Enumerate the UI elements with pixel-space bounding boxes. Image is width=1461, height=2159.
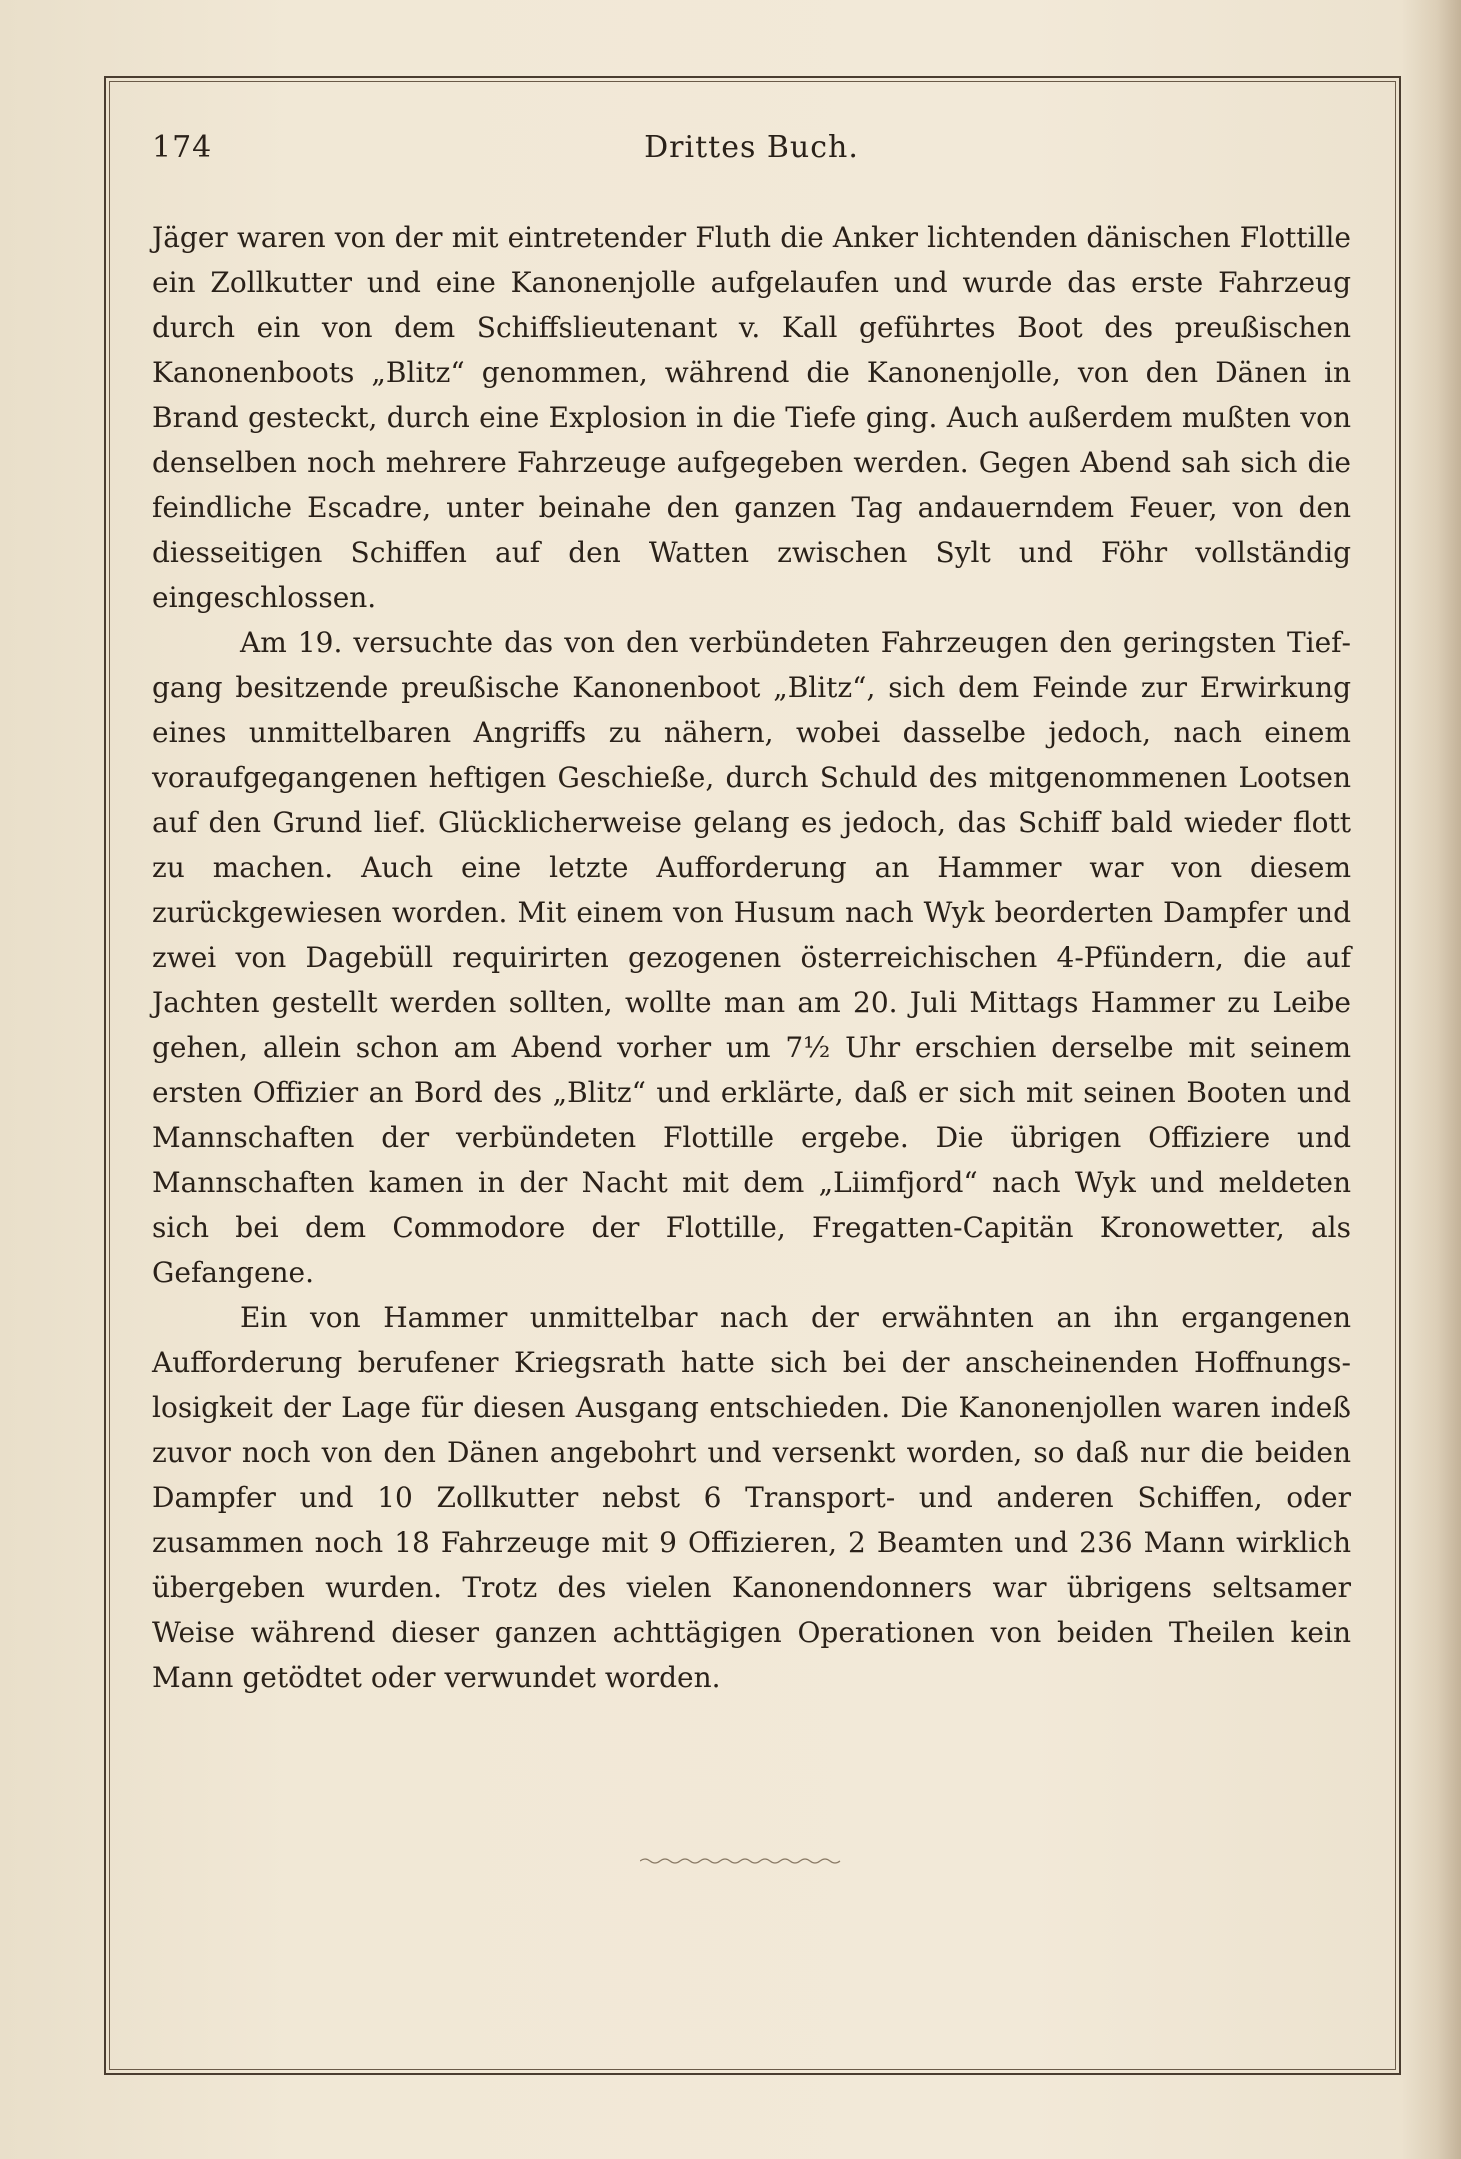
end-ornament <box>640 1855 845 1867</box>
page-number: 174 <box>152 130 213 165</box>
paragraph: Ein von Hammer unmittelbar nach der erwähnten an ihn ergangenen Aufforderung berufener Kriegsrath hatte sich bei der anscheinenden Hoffnungslosigkeit der Lage für diesen Ausgang entschieden. Die Kanonenjollen waren indeß zuvor noch von den Dänen angebohrt und versenkt worden, so daß nur die beiden Dampfer und 10 Zollkutter nebst 6 Transport- und anderen Schiffen, oder zusammen noch 18 Fahrzeuge mit 9 Offizieren, 2 Beamten und 236 Mann wirklich übergeben wurden. Trotz des vielen Kanonendonners war übrigens seltsamer Weise während dieser ganzen achttägigen Operationen von beiden Theilen kein Mann getödtet oder verwundet worden. <box>152 1301 1351 1694</box>
running-head <box>152 130 1351 170</box>
paragraph: Jäger waren von der mit eintretender Fluth die Anker lichtenden dänischen Flottille ein Zollkutter und eine Kanonenjolle aufgelaufen und wurde das erste Fahrzeug durch ein von dem Schiffslieutenant v. Kall geführtes Boot des preußischen Kanonenboots „Blitz“ genommen, während die Kanonenjolle, von den Dänen in Brand gesteckt, durch eine Explosion in die Tiefe ging. Auch außerdem mußten von denselben noch mehrere Fahrzeuge aufgegeben werden. Gegen Abend sah sich die feindliche Escadre, unter beinahe den ganzen Tag andauerndem Feuer, von den diesseitigen Schiffen auf den Watten zwischen Sylt und Föhr vollständig eingeschlossen. <box>152 221 1351 614</box>
paragraph: Am 19. versuchte das von den verbündeten Fahrzeugen den geringsten Tiefgang besitzende preußische Kanonenboot „Blitz“, sich dem Feinde zur Erwirkung eines unmittelbaren Angriffs zu nähern, wobei dasselbe jedoch, nach einem voraufgegangenen heftigen Geschieße, durch Schuld des mitgenommenen Lootsen auf den Grund lief. Glücklicherweise gelang es jedoch, das Schiff bald wieder flott zu machen. Auch eine letzte Aufforderung an Hammer war von diesem zurückgewiesen worden. Mit einem von Husum nach Wyk beorderten Dampfer und zwei von Dagebüll requirirten gezogenen österreichischen 4-Pfündern, die auf Jachten gestellt werden sollten, wollte man am 20. Juli Mittags Hammer zu Leibe gehen, allein schon am Abend vorher um 7½ Uhr erschien derselbe mit seinem ersten Offizier an Bord des „Blitz“ und erklärte, daß er sich mit seinen Booten und Mannschaften der verbündeten Flottille ergebe. Die übrigen Offiziere und Mannschaften kamen in der Nacht mit dem „Liimfjord“ nach Wyk und meldeten sich bei dem Commodore der Flottille, Fregatten-Capitän Kronowetter, als Gefangene. <box>152 626 1351 1289</box>
book-title: Drittes Buch. <box>644 130 859 165</box>
binding-shadow <box>1401 0 1461 2159</box>
body-text <box>152 215 1351 1700</box>
